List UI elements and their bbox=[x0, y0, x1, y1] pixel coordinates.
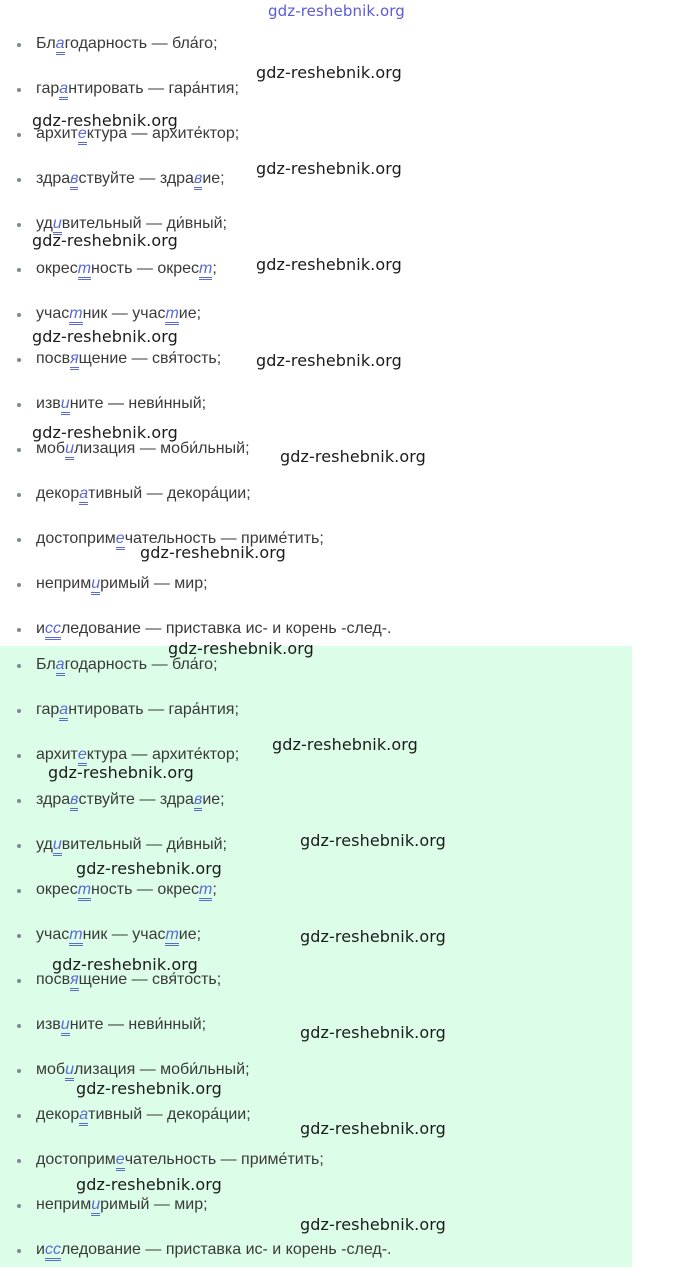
list-item: исследование — приставка ис- и корень -след-. bbox=[0, 610, 632, 655]
list-item: гарантировать — гара́нтия; bbox=[0, 691, 632, 736]
list-item: извините — неви́нный; bbox=[0, 385, 632, 430]
list-item: участник — участие; bbox=[0, 916, 632, 961]
watermark: gdz-reshebnik.org bbox=[300, 1215, 446, 1234]
watermark: gdz-reshebnik.org bbox=[32, 423, 178, 442]
watermark: gdz-reshebnik.org bbox=[300, 1023, 446, 1042]
list-item: удивительный — ди́вный; bbox=[0, 205, 632, 250]
list-item: гарантировать — гара́нтия; bbox=[0, 70, 632, 115]
list-item: окрестность — окрест; bbox=[0, 250, 632, 295]
watermark: gdz-reshebnik.org bbox=[76, 1079, 222, 1098]
watermark: gdz-reshebnik.org bbox=[76, 1175, 222, 1194]
watermark: gdz-reshebnik.org bbox=[76, 859, 222, 878]
list-item: извините — неви́нный; bbox=[0, 1006, 632, 1051]
list-item: достопримечательность — приме́тить; bbox=[0, 520, 632, 565]
list-item: архитектура — архите́ктор; bbox=[0, 736, 632, 781]
list-item: декоративный — декора́ции; bbox=[0, 1096, 632, 1141]
list-item: достопримечательность — приме́тить; bbox=[0, 1141, 632, 1186]
watermark: gdz-reshebnik.org bbox=[300, 831, 446, 850]
watermark: gdz-reshebnik.org bbox=[168, 639, 314, 658]
watermark: gdz-reshebnik.org bbox=[272, 735, 418, 754]
list-item: декоративный — декора́ции; bbox=[0, 475, 632, 520]
watermark: gdz-reshebnik.org bbox=[256, 159, 402, 178]
watermark: gdz-reshebnik.org bbox=[140, 543, 286, 562]
list-item: окрестность — окрест; bbox=[0, 871, 632, 916]
list-item: участник — участие; bbox=[0, 295, 632, 340]
list-item: непримиримый — мир; bbox=[0, 565, 632, 610]
list-item: здравствуйте — здравие; bbox=[0, 781, 632, 826]
list-item: непримиримый — мир; bbox=[0, 1186, 632, 1231]
watermark: gdz-reshebnik.org bbox=[256, 255, 402, 274]
list-item: архитектура — архите́ктор; bbox=[0, 115, 632, 160]
list-item: здравствуйте — здравие; bbox=[0, 160, 632, 205]
site-watermark-top: gdz-reshebnik.org bbox=[268, 2, 405, 20]
watermark: gdz-reshebnik.org bbox=[48, 763, 194, 782]
list-item: мобилизация — моби́льный; bbox=[0, 430, 632, 475]
list-item: удивительный — ди́вный; bbox=[0, 826, 632, 871]
list-item: исследование — приставка ис- и корень -след-. bbox=[0, 1231, 632, 1276]
watermark: gdz-reshebnik.org bbox=[52, 955, 198, 974]
watermark: gdz-reshebnik.org bbox=[256, 351, 402, 370]
list-item: посвящение — свя́тость; bbox=[0, 961, 632, 1006]
watermark: gdz-reshebnik.org bbox=[32, 111, 178, 130]
watermark: gdz-reshebnik.org bbox=[32, 327, 178, 346]
watermark: gdz-reshebnik.org bbox=[256, 63, 402, 82]
list-item: Благодарность — бла́го; bbox=[0, 646, 632, 691]
list-item: Благодарность — бла́го; bbox=[0, 25, 632, 70]
list-item: мобилизация — моби́льный; bbox=[0, 1051, 632, 1096]
watermark: gdz-reshebnik.org bbox=[32, 231, 178, 250]
watermark: gdz-reshebnik.org bbox=[300, 927, 446, 946]
watermark: gdz-reshebnik.org bbox=[300, 1119, 446, 1138]
watermark: gdz-reshebnik.org bbox=[280, 447, 426, 466]
list-item: посвящение — свя́тость; bbox=[0, 340, 632, 385]
